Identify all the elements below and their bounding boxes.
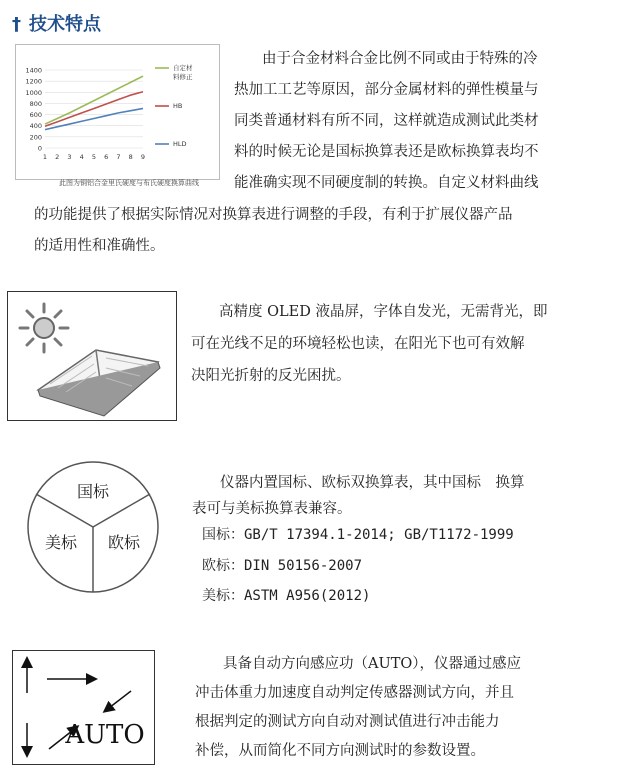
standard-us: 美标：ASTM A956(2012) (202, 588, 371, 604)
para-line: 能准确实现不同硬度制的转换。自定义材料曲线 (234, 175, 539, 191)
x-tick-label: 9 (140, 153, 146, 161)
legend-label: 料修正 (173, 73, 193, 81)
heading-title: 技术特点 (29, 14, 101, 35)
conversion-chart (15, 44, 220, 180)
section-heading (12, 10, 101, 36)
y-tick-label: 1400 (25, 66, 42, 75)
book-icon (38, 350, 160, 416)
x-tick-label: 4 (79, 153, 84, 161)
para-line: 可在光线不足的环境轻松也读，在阳光下也可有效解 (191, 336, 525, 352)
para-line: 高精度 OLED 液晶屏，字体自发光，无需背光，即 (219, 304, 548, 320)
para-line: 决阳光折射的反光困扰。 (191, 368, 351, 384)
sun-icon (20, 304, 68, 352)
y-tick-label: 400 (29, 122, 42, 131)
y-tick-label: 600 (29, 111, 42, 120)
standard-eu: 欧标：DIN 50156-2007 (202, 558, 363, 574)
x-tick-label: 3 (67, 153, 72, 161)
para-line: 的功能提供了根据实际情况对换算表进行调整的手段，有利于扩展仪器产品 (34, 207, 513, 223)
para-line: 具备自动方向感应功（AUTO），仪器通过感应 (223, 656, 521, 672)
y-tick-label: 800 (29, 99, 42, 108)
x-tick-label: 8 (128, 153, 133, 161)
auto-direction-box (12, 650, 155, 765)
para-line: 冲击体重力加速度自动判定传感器测试方向，并且 (195, 685, 514, 701)
chart-caption: 此图为铜铝合金里氏硬度与布氏硬度换算曲线 (59, 179, 199, 187)
legend-label: HB (173, 102, 183, 110)
para-line: 热加工工艺等原因，部分金属材料的弹性模量与 (234, 82, 539, 98)
circle-label-gb: 国标 (76, 482, 110, 501)
oled-illustration (8, 292, 176, 420)
section1-paragraph-cont (34, 200, 579, 262)
standards-circle-diagram (26, 460, 160, 594)
para-line: 表可与美标换算表兼容。 (192, 501, 352, 517)
direction-arrows-diagram (13, 651, 154, 764)
para-line: 仪器内置国标、欧标双换算表，其中国标 换算 (220, 475, 525, 491)
x-tick-label: 6 (104, 153, 109, 161)
y-tick-label: 1200 (25, 77, 42, 86)
x-tick-label: 1 (42, 153, 48, 161)
section2-paragraph (191, 296, 566, 392)
para-line: 的适用性和准确性。 (34, 238, 165, 254)
para-line: 料的时候无论是国标换算表还是欧标换算表均不 (234, 144, 539, 160)
x-tick-label: 5 (91, 153, 97, 161)
standard-gb: 国标：GB/T 17394.1-2014; GB/T1172-1999 (202, 527, 514, 543)
section1-paragraph (234, 44, 574, 199)
section4-paragraph (195, 650, 570, 766)
y-tick-label: 0 (37, 144, 42, 153)
y-tick-label: 200 (29, 133, 42, 142)
para-line: 由于合金材料合金比例不同或由于特殊的冷 (262, 51, 538, 67)
dagger-icon: † (12, 14, 21, 35)
x-tick-label: 7 (116, 153, 121, 161)
legend-label: HLD (173, 140, 187, 148)
oled-illustration-box (7, 291, 177, 421)
para-line: 同类普通材料有所不同，这样就造成测试此类材 (234, 113, 539, 129)
auto-label: AUTO (65, 720, 145, 750)
x-tick-label: 2 (55, 153, 60, 161)
legend-label: 自定材 (173, 64, 193, 72)
section3-paragraph (192, 470, 572, 522)
para-line: 补偿，从而简化不同方向测试时的参数设置。 (195, 743, 485, 759)
y-tick-label: 1000 (25, 88, 42, 97)
circle-label-us: 美标 (44, 533, 78, 552)
para-line: 根据判定的测试方向自动对测试值进行冲击能力 (195, 714, 500, 730)
circle-label-eu: 欧标 (107, 533, 141, 552)
